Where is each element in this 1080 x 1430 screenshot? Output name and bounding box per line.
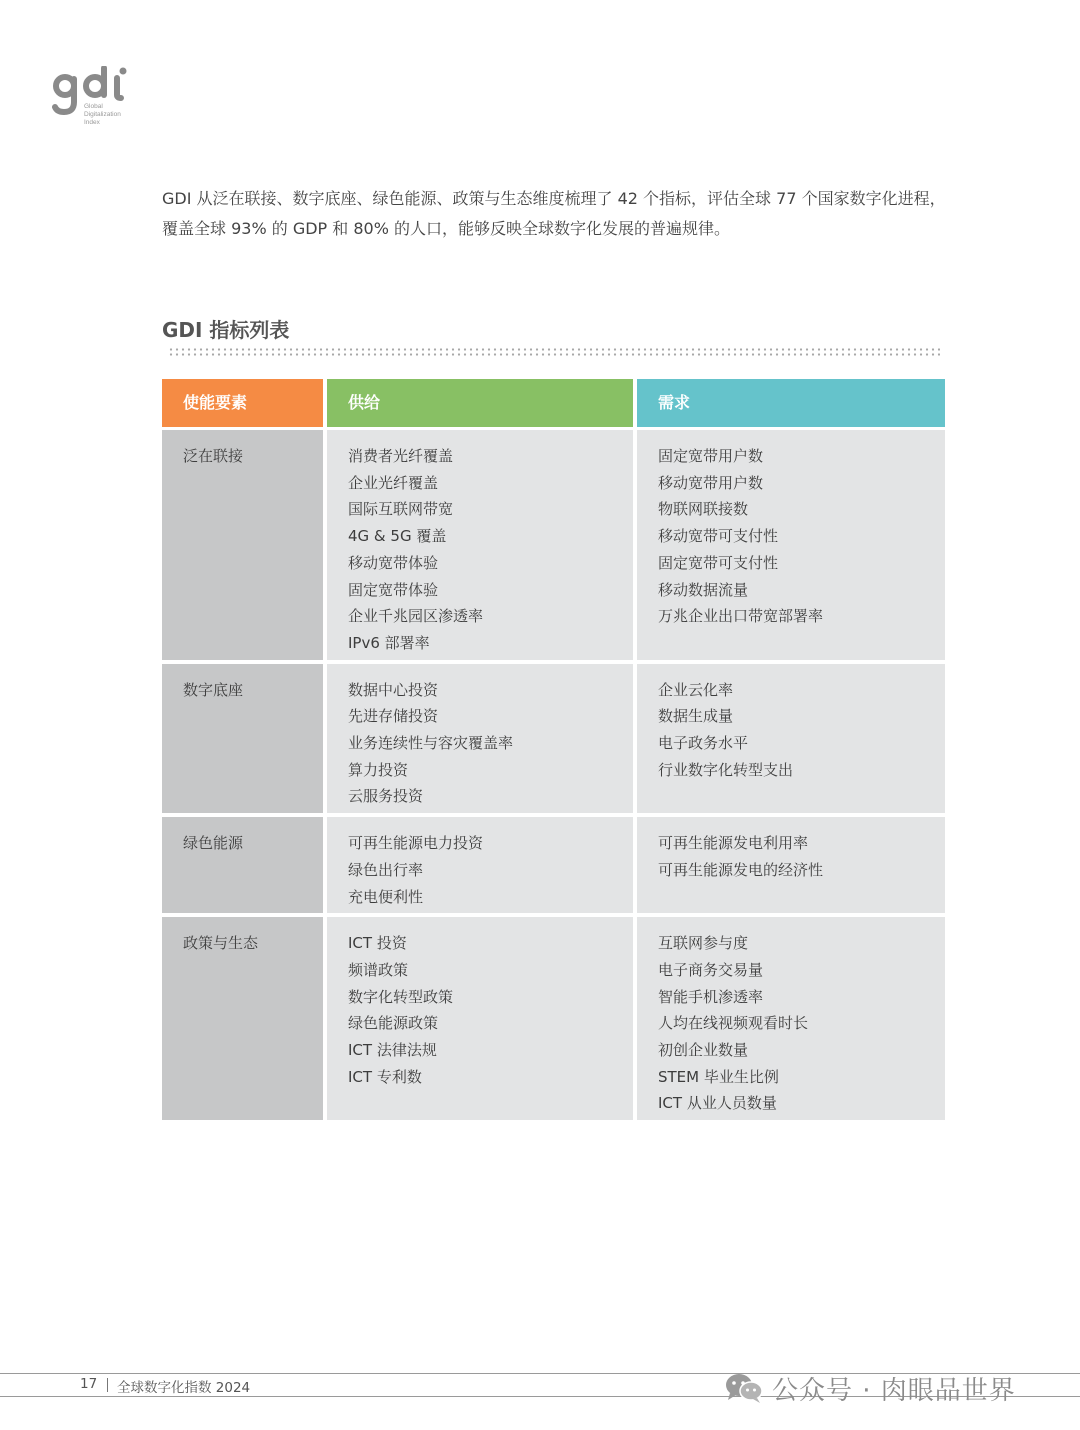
demand-item: 企业云化率: [658, 680, 734, 699]
supply-item: ICT 法律法规: [348, 1041, 437, 1059]
table-row: [162, 917, 945, 1120]
demand-item: 移动数据流量: [658, 580, 749, 599]
watermark-text: 公众号 · 肉眼品世界: [772, 1375, 1016, 1406]
demand-item: 电子政务水平: [658, 734, 749, 752]
demand-item: 固定宽带用户数: [658, 447, 764, 465]
supply-item: 绿色出行率: [348, 860, 424, 879]
enabler-label: 绿色能源: [183, 834, 244, 853]
logo-sub-line: Digitalization: [84, 111, 121, 118]
indicator-table: [162, 379, 945, 1124]
supply-item: 数字化转型政策: [348, 987, 454, 1006]
dotted-divider: [168, 347, 940, 357]
supply-item: 频谱政策: [348, 960, 409, 979]
watermark: [724, 1368, 1016, 1408]
supply-cell: [327, 917, 633, 1120]
supply-cell: [327, 664, 633, 814]
wechat-icon: [724, 1371, 764, 1405]
supply-item: 数据中心投资: [348, 680, 439, 699]
enabler-label: 泛在联接: [183, 447, 244, 465]
demand-item: 数据生成量: [658, 707, 734, 726]
demand-item: STEM 毕业生比例: [658, 1067, 779, 1086]
demand-item: 移动宽带用户数: [658, 473, 764, 492]
table-row: [162, 664, 945, 814]
logo-sub-line: Global: [84, 103, 103, 110]
demand-item: 物联网联接数: [658, 500, 749, 519]
demand-item: 行业数字化转型支出: [658, 760, 794, 779]
demand-item: ICT 从业人员数量: [658, 1094, 777, 1113]
enabler-cell: [162, 664, 323, 814]
demand-cell: [637, 664, 945, 814]
page-number: 17: [80, 1376, 98, 1392]
supply-item: ICT 专利数: [348, 1067, 422, 1086]
demand-item: 初创企业数量: [658, 1041, 749, 1059]
supply-item: 固定宽带体验: [348, 580, 439, 599]
supply-item: 企业光纤覆盖: [348, 473, 439, 492]
supply-item: 可再生能源电力投资: [348, 834, 484, 853]
enabler-cell: [162, 817, 323, 913]
supply-item: 绿色能源政策: [348, 1014, 439, 1033]
supply-item: 企业千兆园区渗透率: [348, 607, 484, 626]
logo-subtitle: [84, 103, 121, 127]
supply-cell: [327, 430, 633, 660]
demand-cell: [637, 817, 945, 913]
enabler-label: 数字底座: [183, 680, 244, 699]
demand-cell: [637, 917, 945, 1120]
supply-item: 4G & 5G 覆盖: [348, 527, 447, 546]
table-row: [162, 817, 945, 913]
demand-item: 人均在线视频观看时长: [658, 1014, 809, 1033]
table-row: [162, 430, 945, 660]
supply-item: ICT 投资: [348, 934, 407, 953]
header-demand: 需求: [637, 379, 945, 427]
enabler-cell: [162, 917, 323, 1120]
header-enabler: 使能要素: [162, 379, 323, 427]
demand-item: 互联网参与度: [658, 934, 749, 953]
supply-item: 国际互联网带宽: [348, 500, 454, 519]
document-title: 全球数字化指数 2024: [117, 1380, 251, 1396]
supply-item: 消费者光纤覆盖: [348, 447, 454, 465]
demand-item: 可再生能源发电利用率: [658, 834, 809, 853]
supply-item: 业务连续性与容灾覆盖率: [348, 734, 514, 752]
demand-item: 移动宽带可支付性: [658, 527, 779, 546]
demand-item: 智能手机渗透率: [658, 987, 764, 1006]
supply-item: 充电便利性: [348, 887, 424, 906]
section-title: GDI 指标列表: [162, 318, 290, 342]
table-header: [162, 379, 945, 427]
supply-cell: [327, 817, 633, 913]
table-body: [162, 430, 945, 1120]
demand-item: 电子商务交易量: [658, 960, 764, 979]
logo-sub-line: Index: [84, 119, 100, 126]
header-supply: 供给: [327, 379, 633, 427]
demand-item: 固定宽带可支付性: [658, 553, 779, 572]
intro-paragraph: GDI 从泛在联接、数字底座、绿色能源、政策与生态维度梳理了 42 个指标，评估全球 77 个国家数字化进程，覆盖全球 93% 的 GDP 和 80% 的人口，能够反映全球数字化发展的普遍规律。: [162, 189, 946, 238]
demand-item: 万兆企业出口带宽部署率: [658, 607, 824, 626]
supply-item: 云服务投资: [348, 787, 424, 806]
supply-item: 移动宽带体验: [348, 553, 439, 572]
supply-item: 先进存储投资: [348, 707, 439, 726]
enabler-label: 政策与生态: [183, 934, 259, 953]
enabler-cell: [162, 430, 323, 660]
supply-item: 算力投资: [348, 760, 409, 779]
demand-item: 可再生能源发电的经济性: [658, 860, 824, 879]
footer-separator: [107, 1378, 108, 1392]
supply-item: IPv6 部署率: [348, 633, 430, 652]
demand-cell: [637, 430, 945, 660]
